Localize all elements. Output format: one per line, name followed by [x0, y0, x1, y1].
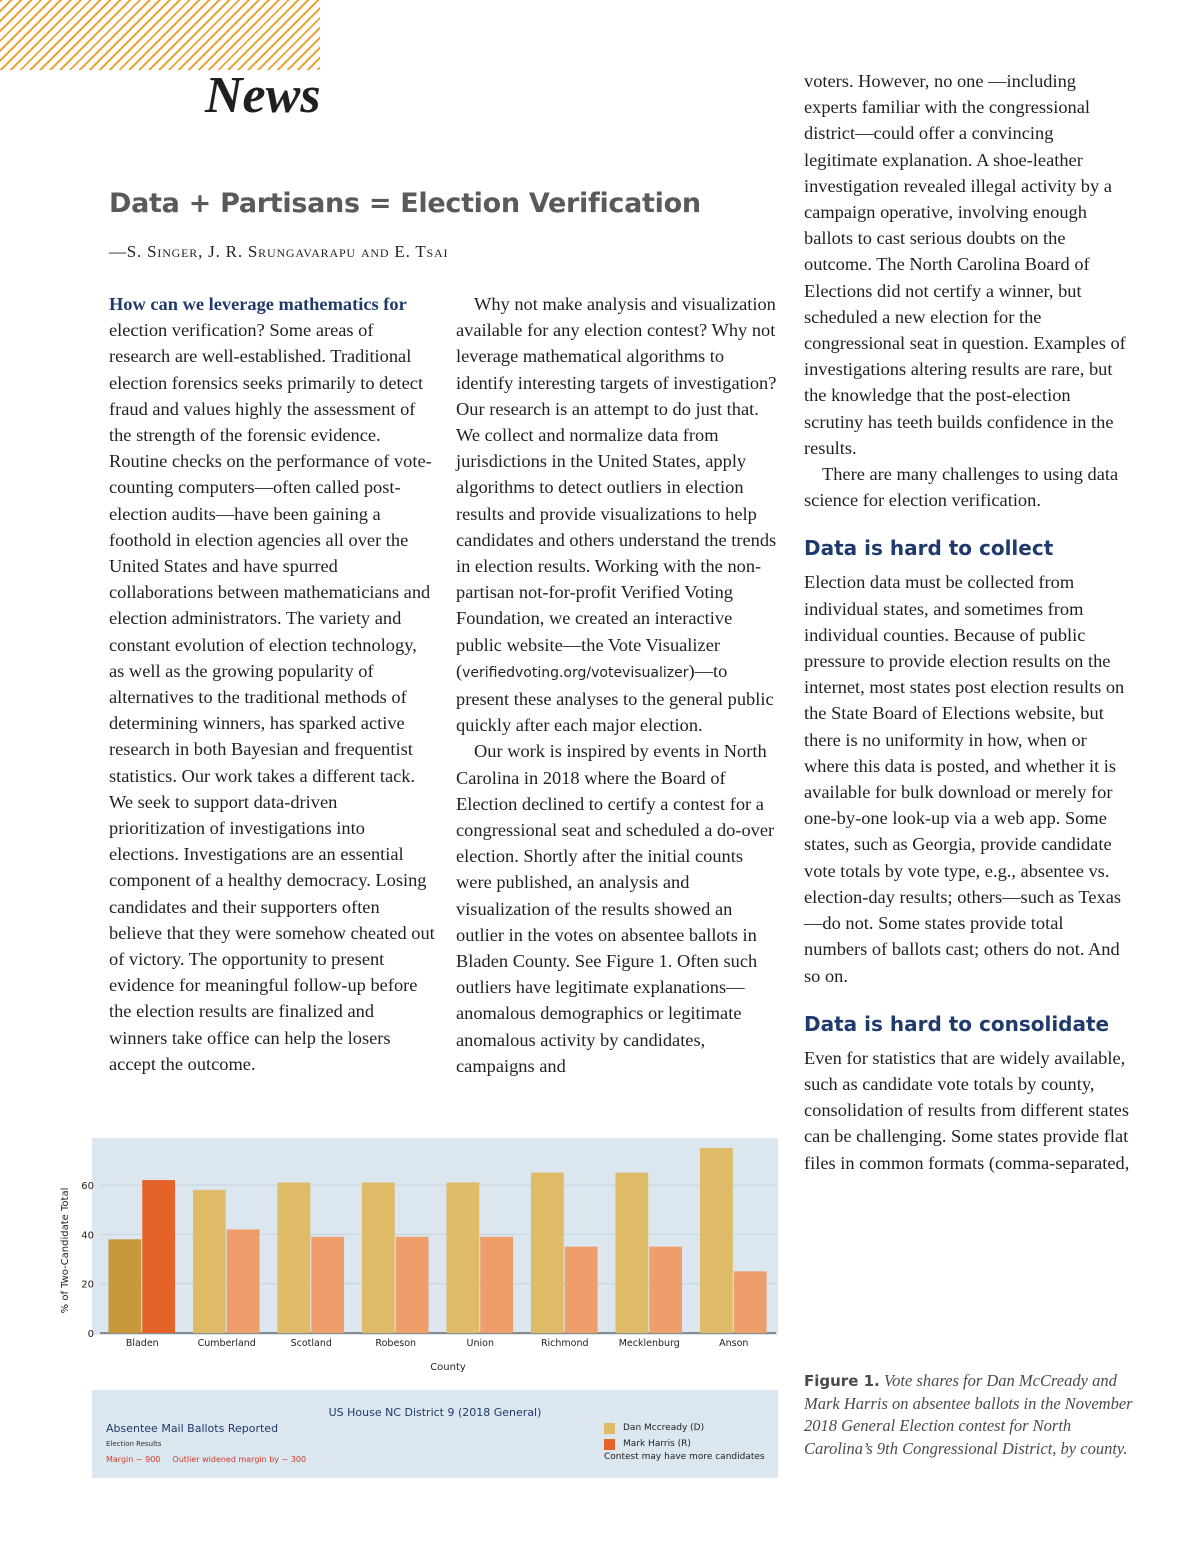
y-tick-label: 60 — [81, 1181, 94, 1192]
article-title: Data + Partisans = Election Verification — [109, 188, 701, 219]
legend-label: Mark Harris (R) — [623, 1439, 691, 1449]
bar-mccready — [193, 1190, 226, 1333]
y-tick-label: 20 — [81, 1279, 94, 1291]
x-tick-label: Richmond — [540, 1338, 589, 1349]
bar-harris — [227, 1229, 260, 1333]
bar-mccready — [531, 1173, 564, 1333]
bar-mccready — [277, 1183, 310, 1333]
chart-heading: Absentee Mail Ballots Reported — [106, 1422, 279, 1435]
chart-svg — [56, 1138, 778, 1378]
paragraph: voters. However, no one —including experts familiar with the congressional district—could offer a convincing legitimate explanation. A shoe-leather investigation revealed illegal activity by a campaign operative, involving enough ballots to cast serious doubts on the outcome. The North Carolina Board of Elections did not certify a winner, but scheduled a new election for the congressional seat in question. Examples of investigations altering results are rare, but the knowledge that the post-election scrutiny has teeth builds confidence in the results. — [804, 71, 1126, 458]
paragraph-text: )—to present these analyses to the general public quickly after each major election. — [456, 660, 774, 736]
paragraph: There are many challenges to using data science for election verification. — [804, 464, 1119, 511]
vote-visualizer-link[interactable]: verifiedvoting.org/votevisualizer — [462, 664, 689, 681]
column-3 — [804, 68, 1130, 1176]
bar-harris — [142, 1180, 175, 1333]
bar-harris — [311, 1237, 344, 1333]
bar-harris — [396, 1237, 429, 1333]
subheading: Data is hard to consolidate — [804, 1011, 1110, 1036]
column-2 — [456, 291, 782, 1079]
chart-note: Contest may have more candidates — [604, 1452, 765, 1462]
y-axis-label: % of Two-Candidate Total — [60, 1187, 71, 1314]
legend-label: Dan Mccready (D) — [623, 1423, 705, 1433]
decorative-stripes — [0, 0, 320, 70]
x-tick-label: Scotland — [290, 1338, 332, 1349]
bar-mccready — [615, 1173, 648, 1333]
caption-text: Vote shares for Dan McCready and Mark Harris on absentee ballots in the November 2018 General Election contest for North Carolina’s 9th Congressional District, by county. — [804, 1371, 1133, 1458]
chart-footer — [92, 1390, 778, 1478]
x-tick-label: Bladen — [125, 1338, 159, 1349]
bar-harris — [565, 1247, 598, 1333]
byline: —S. Singer, J. R. Srungavarapu and E. Tsai — [109, 242, 449, 261]
margin-text: Margin ~ 900 — [106, 1455, 161, 1464]
bar-mccready — [362, 1183, 395, 1333]
figure-caption — [804, 1370, 1134, 1460]
bar-harris — [734, 1271, 767, 1333]
outlier-text: Outlier widened margin by ~ 300 — [172, 1455, 307, 1464]
paragraph-text: election verification? Some areas of research are well-established. Traditional election forensics seeks primarily to detect fraud and values highly the assessment of the strength of the forensic evidence. Routine checks on the performance of vote-counting computers—often called post-election audits—have been gaining a foothold in election agencies all over the United States and have spurred collaborations between mathematicians and election administrators. The variety and constant evolution of election technology, as well as the growing popularity of alternatives to the traditional methods of determining winners, has sparked active research in both Bayesian and frequentist statistics. Our work takes a different tack. We seek to support data-driven prioritization of investigations into elections. Investigations are an essential component of a healthy democracy. Losing candidates and their supporters often believe that they were somehow cheated out of victory. The opportunity to present evidence for meaningful follow-up before the election results are finalized and winners take office can help the losers accept the outcome. — [109, 320, 435, 1074]
column-1 — [109, 291, 435, 1077]
paragraph: Election data must be collected from individual states, and sometimes from individual counties. Because of public pressure to provide election results on the internet, most states post election results on the State Board of Elections website, but there is no uniformity in how, when or where this data is posted, and whether it is available for bulk download or merely for one-by-one look-up via a web app. Some states, such as Georgia, provide candidate vote totals by vote type, e.g., absentee vs. election-day results; others—such as Texas—do not. Some states provide total numbers of ballots cast; others do not. And so on. — [804, 572, 1125, 986]
x-tick-label: Robeson — [375, 1338, 417, 1349]
chart-contest-title: US House NC District 9 (2018 General) — [328, 1406, 542, 1419]
bar-chart — [56, 1138, 778, 1378]
chart-legend — [604, 1420, 704, 1452]
bar-harris — [480, 1237, 513, 1333]
figure-label: Figure 1. — [804, 1372, 880, 1390]
paragraph-text: Why not make analysis and visualization available for any election contest? Why not leverage mathematical algorithms to identify interesting targets of investigation? Our research is an attempt to do just that. We collect and normalize data from jurisdictions in the United States, apply algorithms to detect outliers in election results and provide visualizations to help candidates and others understand the trends in election results. Working with the non-partisan not-for-profit Verified Voting Foundation, we created an interactive public website—the Vote Visualizer ( — [456, 294, 777, 681]
paragraph — [456, 291, 782, 738]
bar-mccready — [108, 1239, 141, 1333]
bar-harris — [649, 1247, 682, 1333]
bar-mccready — [700, 1148, 733, 1333]
x-tick-label: Union — [466, 1338, 494, 1349]
chart-subheading: Election Results — [106, 1440, 162, 1448]
y-tick-label: 0 — [87, 1329, 94, 1340]
y-tick-label: 40 — [81, 1230, 94, 1242]
bar-mccready — [446, 1183, 479, 1333]
chart-margin-note — [106, 1455, 318, 1464]
lead-in: How can we leverage mathematics for — [109, 294, 407, 314]
section-label: News — [205, 67, 321, 124]
paragraph — [109, 291, 435, 1077]
paragraph: Even for statistics that are widely available, such as candidate vote totals by county, consolidation of results from different states can be challenging. Some states provide flat files in common formats (comma-separated, — [804, 1047, 1130, 1173]
x-tick-label: Cumberland — [197, 1338, 256, 1349]
subheading: Data is hard to collect — [804, 536, 1054, 561]
legend-swatch-harris — [604, 1439, 615, 1450]
paragraph: Our work is inspired by events in North Carolina in 2018 where the Board of Election declined to certify a contest for a congressional seat and scheduled a do-over election. Shortly after the initial counts were published, an analysis and visualization of the results showed an outlier in the votes on absentee ballots in Bladen County. See Figure 1. Often such outliers have legitimate explanations—anomalous demographics or legitimate anomalous activity by candidates, campaigns and — [456, 741, 775, 1076]
x-tick-label: Mecklenburg — [618, 1338, 680, 1349]
legend-item — [604, 1436, 704, 1452]
legend-swatch-mccready — [604, 1423, 615, 1434]
x-axis-label: County — [430, 1362, 466, 1373]
x-tick-label: Anson — [719, 1338, 749, 1349]
legend-item — [604, 1420, 704, 1436]
